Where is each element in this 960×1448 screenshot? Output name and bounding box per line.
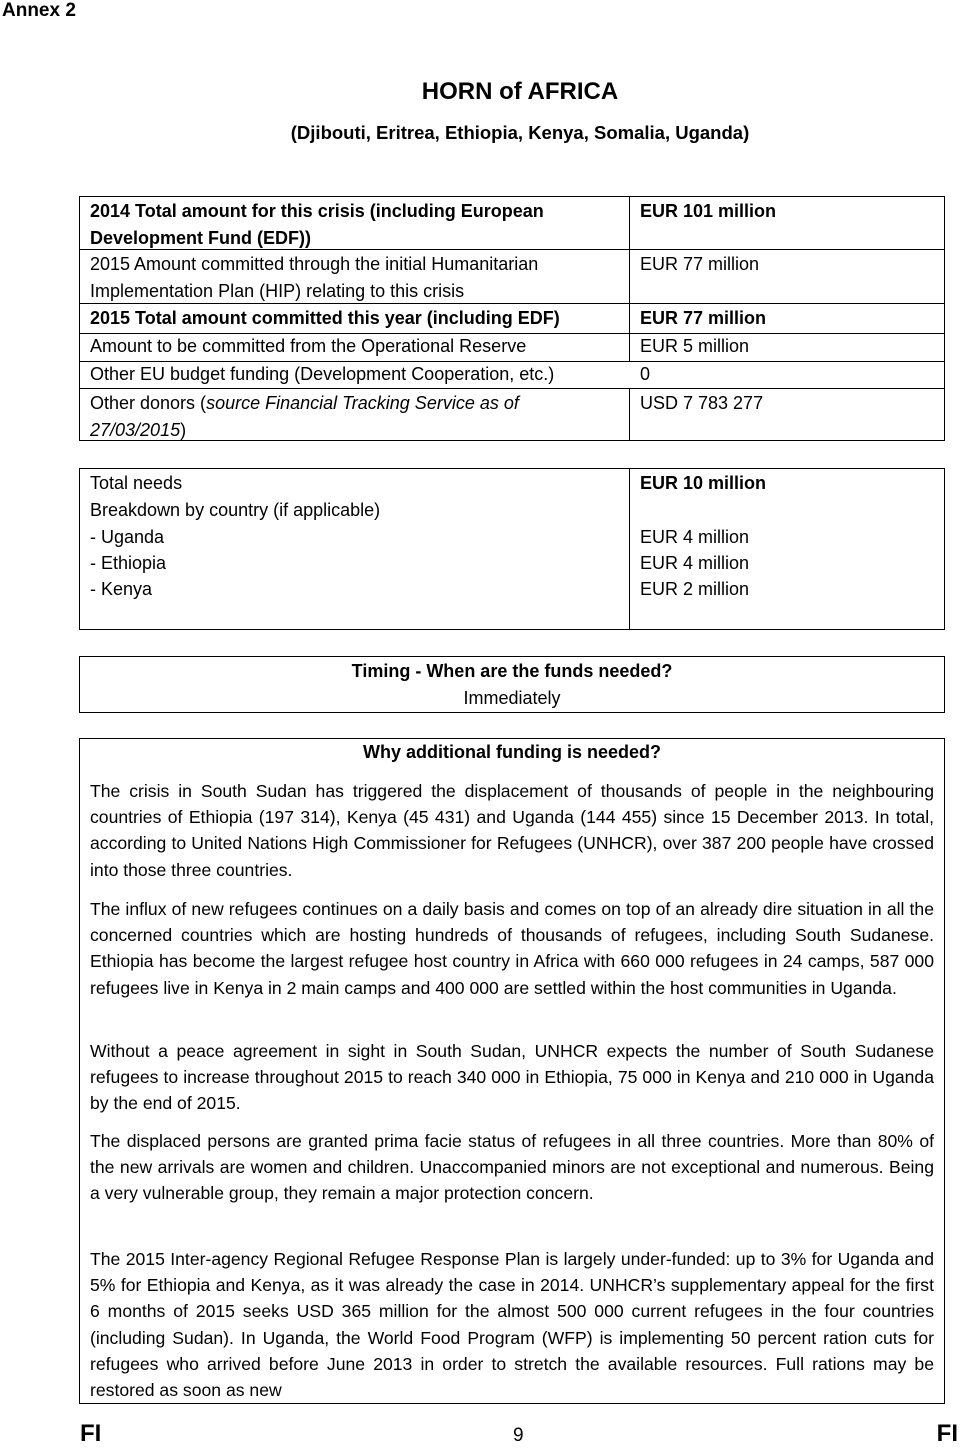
needs-table-divider — [629, 469, 630, 629]
why-paragraph: The crisis in South Sudan has triggered the displacement of thousands of people in the neighbouring countries of Ethiopia (197 314), Kenya (45 431) and Uganda (144 455) since 15 December 2013. In total, according to United Nations High Commissioner for Refugees (UNHCR), over 387 200 people have crossed into those three countries. — [90, 781, 934, 880]
country-value: EUR 4 million — [640, 527, 750, 547]
country-name: - Ethiopia — [90, 553, 167, 573]
timing-heading: Timing - When are the funds needed? — [351, 661, 673, 681]
page-subtitle: (Djibouti, Eritrea, Ethiopia, Kenya, Somalia, Uganda) — [290, 122, 750, 143]
country-name: - Kenya — [90, 579, 153, 599]
annex-label: Annex 2 — [2, 0, 76, 21]
why-paragraph: The influx of new refugees continues on a daily basis and comes on top of an already dire situation in all the concerned countries which are hosting hundreds of thousands of refugees, including South Sudanese. Ethiopia has become the largest refugee host country in Africa with 660 000 refugees in 24 camps, 587 000 refugees live in Kenya in 2 main camps and 400 000 are settled within the host communities in Uganda. — [90, 899, 934, 998]
funding-row-value: EUR 101 million — [640, 201, 777, 221]
needs-table — [79, 468, 945, 630]
funding-table-rule-5 — [80, 388, 944, 389]
breakdown-label: Breakdown by country (if applicable) — [90, 500, 381, 520]
funding-row-value: EUR 5 million — [640, 336, 750, 356]
funding-row-value: EUR 77 million — [640, 308, 767, 328]
footer-fi-right: FI — [936, 1420, 958, 1447]
total-needs-label: Total needs — [90, 473, 183, 493]
country-value: EUR 4 million — [640, 553, 750, 573]
why-paragraph: The displaced persons are granted prima facie status of refugees in all three countries. More than 80% of the new arrivals are women and children. Unaccompanied minors are not exceptional and numerous. Being a very vulnerable group, they remain a major protection concern. — [90, 1131, 934, 1204]
funding-row-value: 0 — [640, 364, 651, 384]
country-name: - Uganda — [90, 527, 165, 547]
funding-row-label: Amount to be committed from the Operational Reserve — [90, 336, 527, 356]
country-value: EUR 2 million — [640, 579, 750, 599]
why-box — [79, 738, 945, 1404]
funding-row-value: EUR 77 million — [640, 254, 760, 274]
funding-row-label: 2014 Total amount for this crisis (including European Development Fund (EDF)) — [90, 201, 544, 248]
page-number: 9 — [513, 1425, 524, 1446]
timing-answer: Immediately — [463, 688, 561, 708]
funding-row-label: Other EU budget funding (Development Cooperation, etc.) — [90, 364, 555, 384]
timing-box — [79, 656, 945, 713]
funding-table-divider-upper — [629, 197, 630, 361]
why-heading: Why additional funding is needed? — [363, 742, 661, 762]
funding-table — [79, 196, 945, 441]
funding-row-value: USD 7 783 277 — [640, 393, 764, 413]
footer-fi-left: FI — [80, 1420, 102, 1447]
funding-table-divider-lower — [629, 388, 630, 440]
why-paragraph: Without a peace agreement in sight in South Sudan, UNHCR expects the number of South Sudanese refugees to increase throughout 2015 to reach 340 000 in Ethiopia, 75 000 in Kenya and 210 000 in Uganda by the end of 2015. — [90, 1041, 934, 1114]
funding-row-label: 2015 Amount committed through the initial Humanitarian Implementation Plan (HIP) relating to this crisis — [90, 254, 539, 301]
funding-row-label: Other donors (source Financial Tracking Service as of 27/03/2015) — [90, 393, 519, 440]
total-needs-value: EUR 10 million — [640, 473, 767, 493]
funding-row-label: 2015 Total amount committed this year (including EDF) — [90, 308, 560, 328]
page-title: HORN of AFRICA — [421, 78, 619, 105]
why-paragraph: The 2015 Inter-agency Regional Refugee Response Plan is largely under-funded: up to 3% for Uganda and 5% for Ethiopia and Kenya, as it was already the case in 2014. UNHCR’s supplementary appeal for the first 6 months of 2015 seeks USD 365 million for the almost 500 000 current refugees in the four countries (including Sudan). In Uganda, the World Food Program (WFP) is implementing 50 percent ration cuts for refugees who arrived before June 2013 in order to stretch the available resources. Full rations may be restored as soon as new — [90, 1249, 934, 1401]
